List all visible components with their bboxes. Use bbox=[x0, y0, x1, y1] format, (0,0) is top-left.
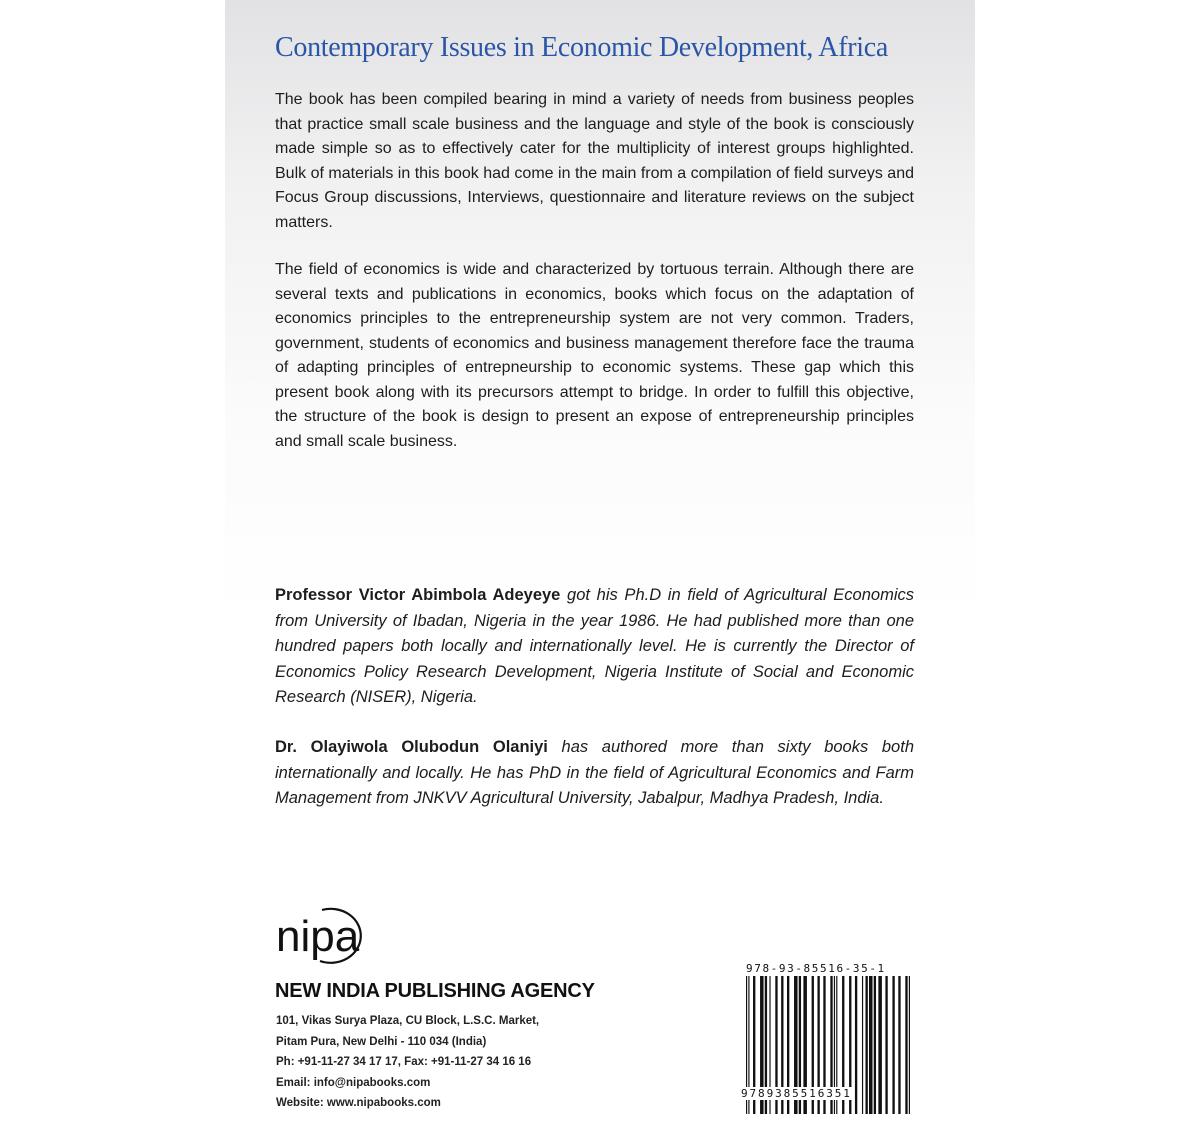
author-name-2: Dr. Olayiwola Olubodun Olaniyi bbox=[275, 738, 548, 756]
author-bio-text-2: has authored more than sixty books both internationally and locally. He has PhD in the field of Agricultural Economics and Farm Management from JNKVV Agricultural University, Jabalpur, Madhya Pradesh, India. bbox=[275, 738, 914, 807]
author-bio-text-1: got his Ph.D in field of Agricultural Economics from University of Ibadan, Nigeria in the year 1986. He had published more than one hundred papers both locally and internationally level. He is currently the Director of Economics Policy Research Development, Nigeria Institute of Social and Economic Research (NISER), Nigeria. bbox=[275, 586, 914, 706]
barcode-bar bbox=[878, 976, 882, 1114]
barcode-bar bbox=[885, 976, 887, 1114]
barcode-bar bbox=[865, 976, 867, 1114]
publisher-name: NEW INDIA PUBLISHING AGENCY bbox=[275, 980, 595, 1002]
barcode-bar bbox=[874, 976, 876, 1114]
author-name-1: Professor Victor Abimbola Adeyeye bbox=[275, 586, 561, 604]
website: Website: www.nipabooks.com bbox=[276, 1097, 441, 1109]
isbn-label: 978-93-85516-35-1 bbox=[746, 962, 886, 975]
barcode-bar bbox=[898, 976, 900, 1114]
blurb-paragraph-2: The field of economics is wide and characterized by tortuous terrain. Although there are several texts and publications in economics, books which focus on the adaptation of economics principles to the entrepreneurship system are not very common. Traders, government, students of economics and business management therefore face the trauma of adapting principles of entrepneurship to economic systems. These gap which this present book along with its precursors attempt to bridge. In order to fulfill this objective, the structure of the book is design to present an expose of entrepreneurship principles and small scale business. bbox=[275, 261, 914, 450]
logo-text: nipa bbox=[276, 912, 360, 961]
barcode-digits: 9789385516351 bbox=[741, 1087, 852, 1100]
barcode-bar bbox=[855, 976, 857, 1114]
barcode-bar bbox=[905, 976, 907, 1114]
address-line-2: Pitam Pura, New Delhi - 110 034 (India) bbox=[276, 1035, 487, 1048]
phone-fax: Ph: +91-11-27 34 17 17, Fax: +91-11-27 34 16 16 bbox=[276, 1056, 532, 1068]
email: Email: info@nipabooks.com bbox=[276, 1076, 431, 1089]
address-line-1: 101, Vikas Surya Plaza, CU Block, L.S.C. Market, bbox=[276, 1015, 540, 1027]
author-bio-1 bbox=[275, 583, 914, 711]
author-bio-2 bbox=[275, 735, 914, 812]
blurb-paragraph-1: The book has been compiled bearing in mind a variety of needs from business peoples that practice small scale business and the language and style of the book is consciously made simple so as to effectively cater for the multiplicity of interest groups highlighted. Bulk of materials in this book had come in the main from a compilation of field surveys and Focus Group discussions, Interviews, questionnaire and literature reviews on the subject matters. bbox=[275, 91, 914, 231]
barcode-bar bbox=[892, 976, 894, 1114]
barcode-bar bbox=[869, 976, 873, 1114]
book-title: Contemporary Issues in Economic Development, Africa bbox=[275, 32, 888, 63]
barcode-bar bbox=[909, 976, 910, 1114]
nipa-logo bbox=[272, 905, 364, 969]
publisher-contact bbox=[276, 1011, 539, 1114]
barcode-bar bbox=[862, 976, 863, 1114]
